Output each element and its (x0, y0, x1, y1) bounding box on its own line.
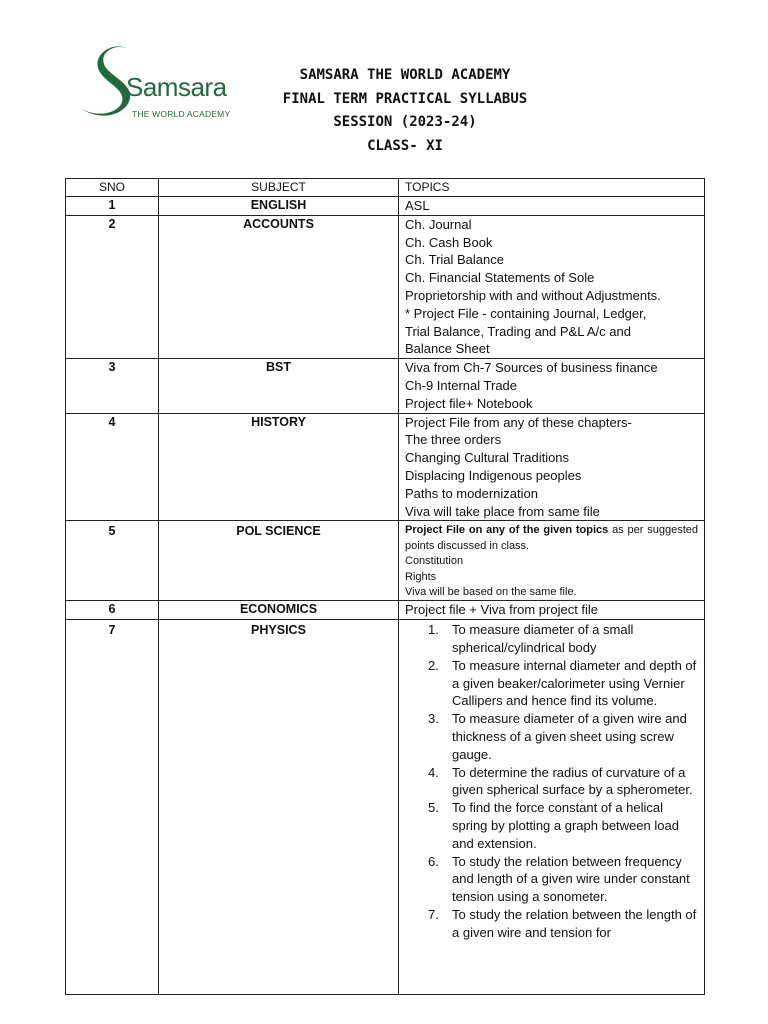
list-item (428, 906, 698, 942)
topic-line: Rights (405, 570, 437, 583)
topic-line: Ch. Cash Book (405, 234, 493, 250)
topic-line: Trial Balance, Trading and P&L A/c and (405, 323, 631, 339)
row-topics (399, 521, 705, 601)
row-topics (399, 620, 705, 995)
column-header-subject: SUBJECT (159, 179, 399, 197)
list-item (428, 853, 698, 906)
row-topics (399, 413, 705, 521)
row-subject: ENGLISH (159, 197, 399, 216)
list-text: To determine the radius of curvature of a given spherical surface by a spherometer. (452, 764, 693, 798)
list-number: 3. (428, 711, 439, 727)
list-text: To measure internal diameter and depth of a given beaker/calorimeter using Vernier Callipers and hence find its volume. (452, 657, 697, 709)
table-row (66, 215, 705, 358)
list-item (428, 799, 698, 852)
row-sno: 7 (66, 620, 159, 995)
topic-line: ASL (405, 198, 430, 213)
row-subject: POL SCIENCE (159, 521, 399, 601)
topic-paragraph (405, 523, 698, 554)
topic-line: Ch. Trial Balance (405, 252, 504, 268)
column-header-sno: SNO (66, 179, 159, 197)
list-text: To measure diameter of a small spherical/cylindrical body (452, 622, 634, 655)
table-row (66, 620, 705, 995)
row-subject: ACCOUNTS (159, 215, 399, 358)
list-item (428, 621, 698, 657)
topic-line: Viva will take place from same file (405, 503, 600, 519)
table-row (66, 521, 705, 601)
list-item (428, 710, 698, 763)
physics-experiment-list (405, 621, 698, 941)
row-subject: ECONOMICS (159, 601, 399, 620)
table-row (66, 197, 705, 216)
row-subject: BST (159, 359, 399, 413)
table-row (66, 359, 705, 413)
list-number: 5. (428, 800, 439, 816)
topic-line: Constitution (405, 555, 464, 568)
topic-line: Project file+ Notebook (405, 395, 533, 411)
topic-line: Proprietorship with and without Adjustments. (405, 287, 661, 303)
school-name: SAMSARA THE WORLD ACADEMY (299, 67, 511, 83)
school-logo (74, 42, 231, 128)
topic-line: Viva from Ch-7 Sources of business finance (405, 360, 658, 376)
topic-line: Project File from any of these chapters- (405, 414, 632, 430)
row-topics (399, 601, 705, 620)
topic-line: Ch. Journal (405, 216, 472, 232)
list-number: 6. (428, 853, 439, 869)
topic-text: as per suggested points discussed in class. (405, 524, 698, 552)
logo-wordmark: Samsara (126, 72, 227, 102)
list-item (428, 764, 698, 800)
class-label: CLASS- XI (367, 137, 443, 154)
syllabus-table (65, 178, 705, 995)
list-text: To measure diameter of a given wire and thickness of a given sheet using screw gauge. (452, 711, 687, 762)
list-item (428, 657, 698, 710)
row-sno: 3 (66, 359, 159, 413)
row-sno: 1 (66, 197, 159, 216)
table-header-row (66, 179, 705, 197)
column-header-topics: TOPICS (399, 179, 705, 197)
list-text: To find the force constant of a helical spring by plotting a graph between load and extension. (452, 800, 679, 851)
topic-line: Balance Sheet (405, 341, 490, 357)
topic-bold-text: Project File on any of the given topics (405, 524, 609, 537)
list-number: 7. (428, 906, 439, 922)
topic-line: Changing Cultural Traditions (405, 450, 570, 466)
topic-line: * Project File - containing Journal, Ledger, (405, 305, 647, 321)
list-number: 2. (428, 657, 439, 673)
topic-line: Project file + Viva from project file (405, 602, 599, 618)
logo-subtitle: THE WORLD ACADEMY (132, 109, 231, 119)
document-header (220, 64, 590, 158)
document-title: FINAL TERM PRACTICAL SYLLABUS (282, 90, 528, 107)
topic-line: The three orders (405, 432, 502, 448)
row-sno: 4 (66, 413, 159, 521)
topic-line: Displacing Indigenous peoples (405, 467, 582, 483)
list-number: 1. (428, 622, 439, 638)
row-sno: 6 (66, 601, 159, 620)
topic-line: Ch-9 Internal Trade (405, 377, 518, 393)
topic-line: Viva will be based on the same file. (405, 585, 577, 598)
row-sno: 5 (66, 521, 159, 601)
table-row (66, 601, 705, 620)
session-label: SESSION (2023-24) (333, 114, 477, 130)
list-text: To study the relation between the length of a given wire and tension for (452, 906, 697, 940)
row-subject: PHYSICS (159, 620, 399, 995)
topic-line: Ch. Financial Statements of Sole (405, 270, 595, 286)
row-topics (399, 215, 705, 358)
row-topics (399, 197, 705, 216)
row-topics (399, 359, 705, 413)
list-text: To study the relation between frequency and length of a given wire under constant tension using a sonometer. (452, 853, 690, 905)
row-sno: 2 (66, 215, 159, 358)
list-number: 4. (428, 764, 439, 780)
table-row (66, 413, 705, 521)
topic-line: Paths to modernization (405, 485, 538, 501)
row-subject: HISTORY (159, 413, 399, 521)
